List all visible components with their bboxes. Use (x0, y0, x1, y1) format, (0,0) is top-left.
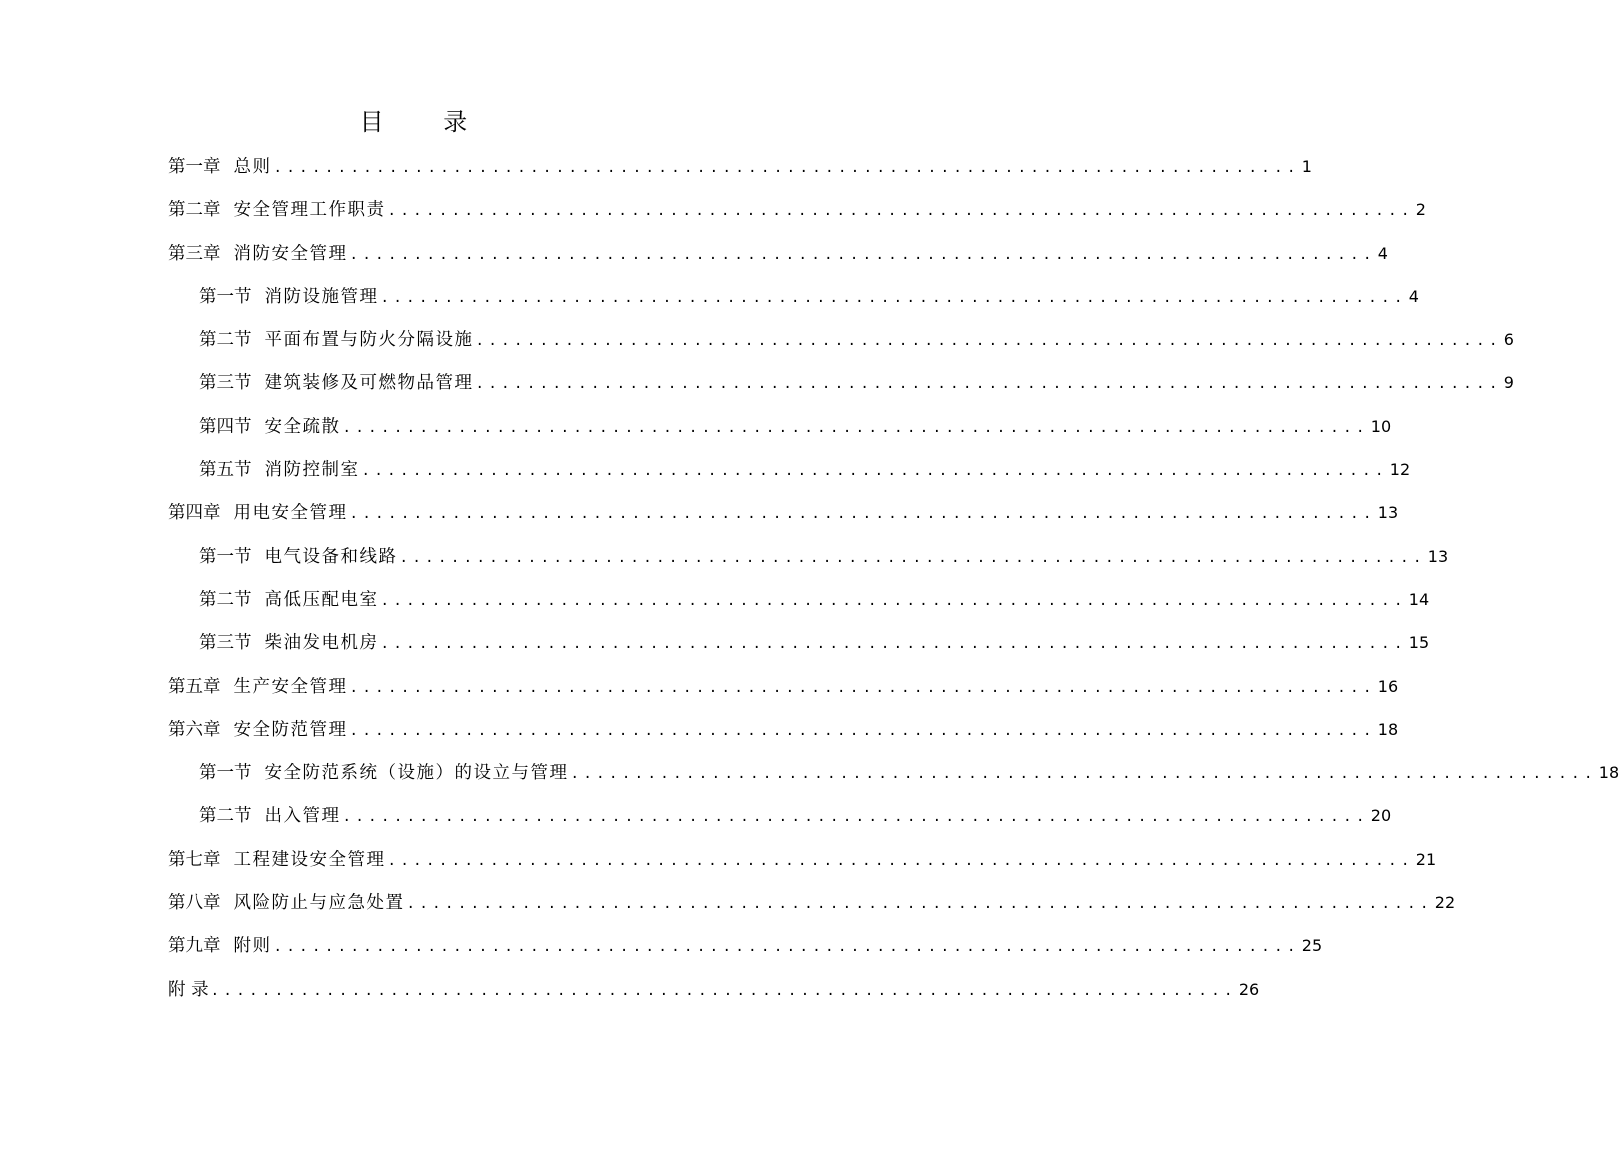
toc-entry-number: 第七章 (168, 849, 221, 870)
toc-section-entry[interactable] (168, 361, 1514, 404)
toc-leader-dots: ................................................................................ (475, 333, 1502, 350)
toc-page-number: 20 (1370, 806, 1392, 826)
toc-page-number: 18 (1598, 763, 1619, 783)
toc-chapter-entry[interactable] (168, 708, 1399, 751)
toc-entry-title: 消防控制室 (264, 460, 360, 481)
toc-entry-number: 第二节 (199, 589, 252, 610)
toc-page-number: 9 (1503, 373, 1514, 393)
toc-entry-number: 第八章 (168, 893, 221, 914)
toc-chapter-entry[interactable] (168, 968, 1260, 1011)
toc-leader-dots: ................................................................................ (475, 376, 1502, 393)
toc-entry-number: 第三章 (168, 243, 221, 264)
toc-entry-title: 安全疏散 (264, 416, 341, 437)
toc-entry-title: 平面布置与防火分隔设施 (264, 330, 474, 351)
toc-leader-dots: ................................................................................ (380, 636, 1407, 653)
toc-leader-dots: ................................................................................ (406, 896, 1433, 913)
toc-entry-number: 第一节 (199, 763, 252, 784)
toc-leader-dots: ................................................................................ (349, 679, 1376, 696)
toc-leader-dots: ................................................................................ (342, 419, 1369, 436)
toc-page-number: 13 (1377, 503, 1399, 523)
toc-section-entry[interactable] (168, 751, 1619, 794)
toc-section-entry[interactable] (168, 405, 1392, 448)
toc-page-number: 18 (1377, 719, 1399, 739)
toc-section-entry[interactable] (168, 578, 1430, 621)
toc-section-entry[interactable] (168, 794, 1392, 837)
toc-entry-title: 柴油发电机房 (264, 633, 379, 654)
toc-leader-dots: ................................................................................ (387, 852, 1414, 869)
toc-leader-dots: ................................................................................ (380, 592, 1407, 609)
toc-entry-title: 消防设施管理 (264, 286, 379, 307)
toc-section-entry[interactable] (168, 275, 1419, 318)
toc-entry-title: 用电安全管理 (233, 503, 348, 524)
toc-section-entry[interactable] (168, 318, 1514, 361)
toc-entry-title: 安全防范管理 (233, 719, 348, 740)
toc-page-number: 12 (1389, 460, 1411, 480)
toc-entry-title: 总则 (233, 157, 272, 177)
toc-leader-dots: ................................................................................ (273, 160, 1300, 176)
toc-chapter-entry[interactable] (168, 665, 1399, 708)
toc-leader-dots: ................................................................................ (210, 982, 1237, 999)
toc-section-entry[interactable] (168, 448, 1411, 491)
toc-chapter-entry[interactable] (168, 838, 1437, 881)
toc-entry-number: 第三节 (199, 373, 252, 394)
toc-leader-dots: ................................................................................ (387, 203, 1414, 220)
toc-chapter-entry[interactable] (168, 881, 1456, 924)
toc-chapter-entry[interactable] (168, 491, 1399, 534)
toc-entry-number: 第四章 (168, 503, 221, 524)
toc-page-number: 13 (1427, 546, 1449, 566)
toc-entry-title: 出入管理 (264, 806, 341, 827)
toc-entry-number: 第一节 (199, 286, 252, 307)
toc-entry-title: 电气设备和线路 (264, 546, 398, 567)
toc-page-number: 15 (1408, 633, 1430, 653)
toc-page-number: 26 (1238, 979, 1260, 999)
toc-section-entry[interactable] (168, 621, 1430, 664)
toc-entry-number: 第六章 (168, 719, 221, 740)
toc-entry-number: 第一节 (199, 546, 252, 567)
toc-entry-title: 生产安全管理 (233, 676, 348, 697)
toc-entry-number: 第三节 (199, 633, 252, 654)
toc-leader-dots: ................................................................................ (361, 463, 1388, 480)
toc-chapter-entry[interactable] (168, 232, 1388, 275)
toc-entry-title: 安全防范系统（设施）的设立与管理 (264, 763, 569, 784)
toc-entry-title: 建筑装修及可燃物品管理 (264, 373, 474, 394)
toc-entry-title: 附则 (233, 936, 272, 957)
toc-entry-number: 第一章 (168, 157, 221, 177)
toc-leader-dots: ................................................................................ (349, 722, 1376, 739)
toc-page-number: 21 (1415, 849, 1437, 869)
toc-entry-number: 附 录 (168, 979, 209, 1000)
toc-list (168, 145, 1619, 1011)
toc-leader-dots: ................................................................................ (342, 809, 1369, 826)
toc-entry-number: 第九章 (168, 936, 221, 957)
toc-leader-dots: ................................................................................ (380, 289, 1407, 306)
toc-page-number: 10 (1370, 416, 1392, 436)
toc-page-number: 2 (1415, 200, 1426, 220)
toc-page-number: 1 (1301, 157, 1312, 176)
toc-section-entry[interactable] (168, 535, 1449, 578)
toc-leader-dots: ................................................................................ (349, 506, 1376, 523)
toc-page-number: 14 (1408, 589, 1430, 609)
toc-page-number: 25 (1301, 936, 1323, 956)
toc-chapter-entry[interactable] (168, 924, 1323, 967)
toc-entry-number: 第二节 (199, 806, 252, 827)
toc-title: 目 录 (359, 108, 494, 136)
toc-entry-title: 风险防止与应急处置 (233, 893, 405, 914)
toc-chapter-entry[interactable] (168, 145, 1312, 188)
toc-entry-title: 工程建设安全管理 (233, 849, 386, 870)
toc-entry-title: 安全管理工作职责 (233, 200, 386, 221)
toc-entry-number: 第二章 (168, 200, 221, 221)
toc-leader-dots: ................................................................................ (273, 939, 1300, 956)
toc-entry-number: 第五章 (168, 676, 221, 697)
toc-entry-number: 第二节 (199, 330, 252, 351)
toc-page-number: 6 (1503, 330, 1514, 350)
toc-page-number: 4 (1377, 243, 1388, 263)
toc-entry-number: 第四节 (199, 416, 252, 437)
toc-chapter-entry[interactable] (168, 188, 1426, 231)
toc-leader-dots: ................................................................................ (349, 246, 1376, 263)
toc-entry-title: 消防安全管理 (233, 243, 348, 264)
toc-page-number: 4 (1408, 286, 1419, 306)
toc-page-number: 22 (1434, 893, 1456, 913)
toc-page-number: 16 (1377, 676, 1399, 696)
toc-leader-dots: ................................................................................ (570, 766, 1597, 783)
toc-leader-dots: ................................................................................ (399, 549, 1426, 566)
toc-entry-number: 第五节 (199, 460, 252, 481)
toc-entry-title: 高低压配电室 (264, 589, 379, 610)
